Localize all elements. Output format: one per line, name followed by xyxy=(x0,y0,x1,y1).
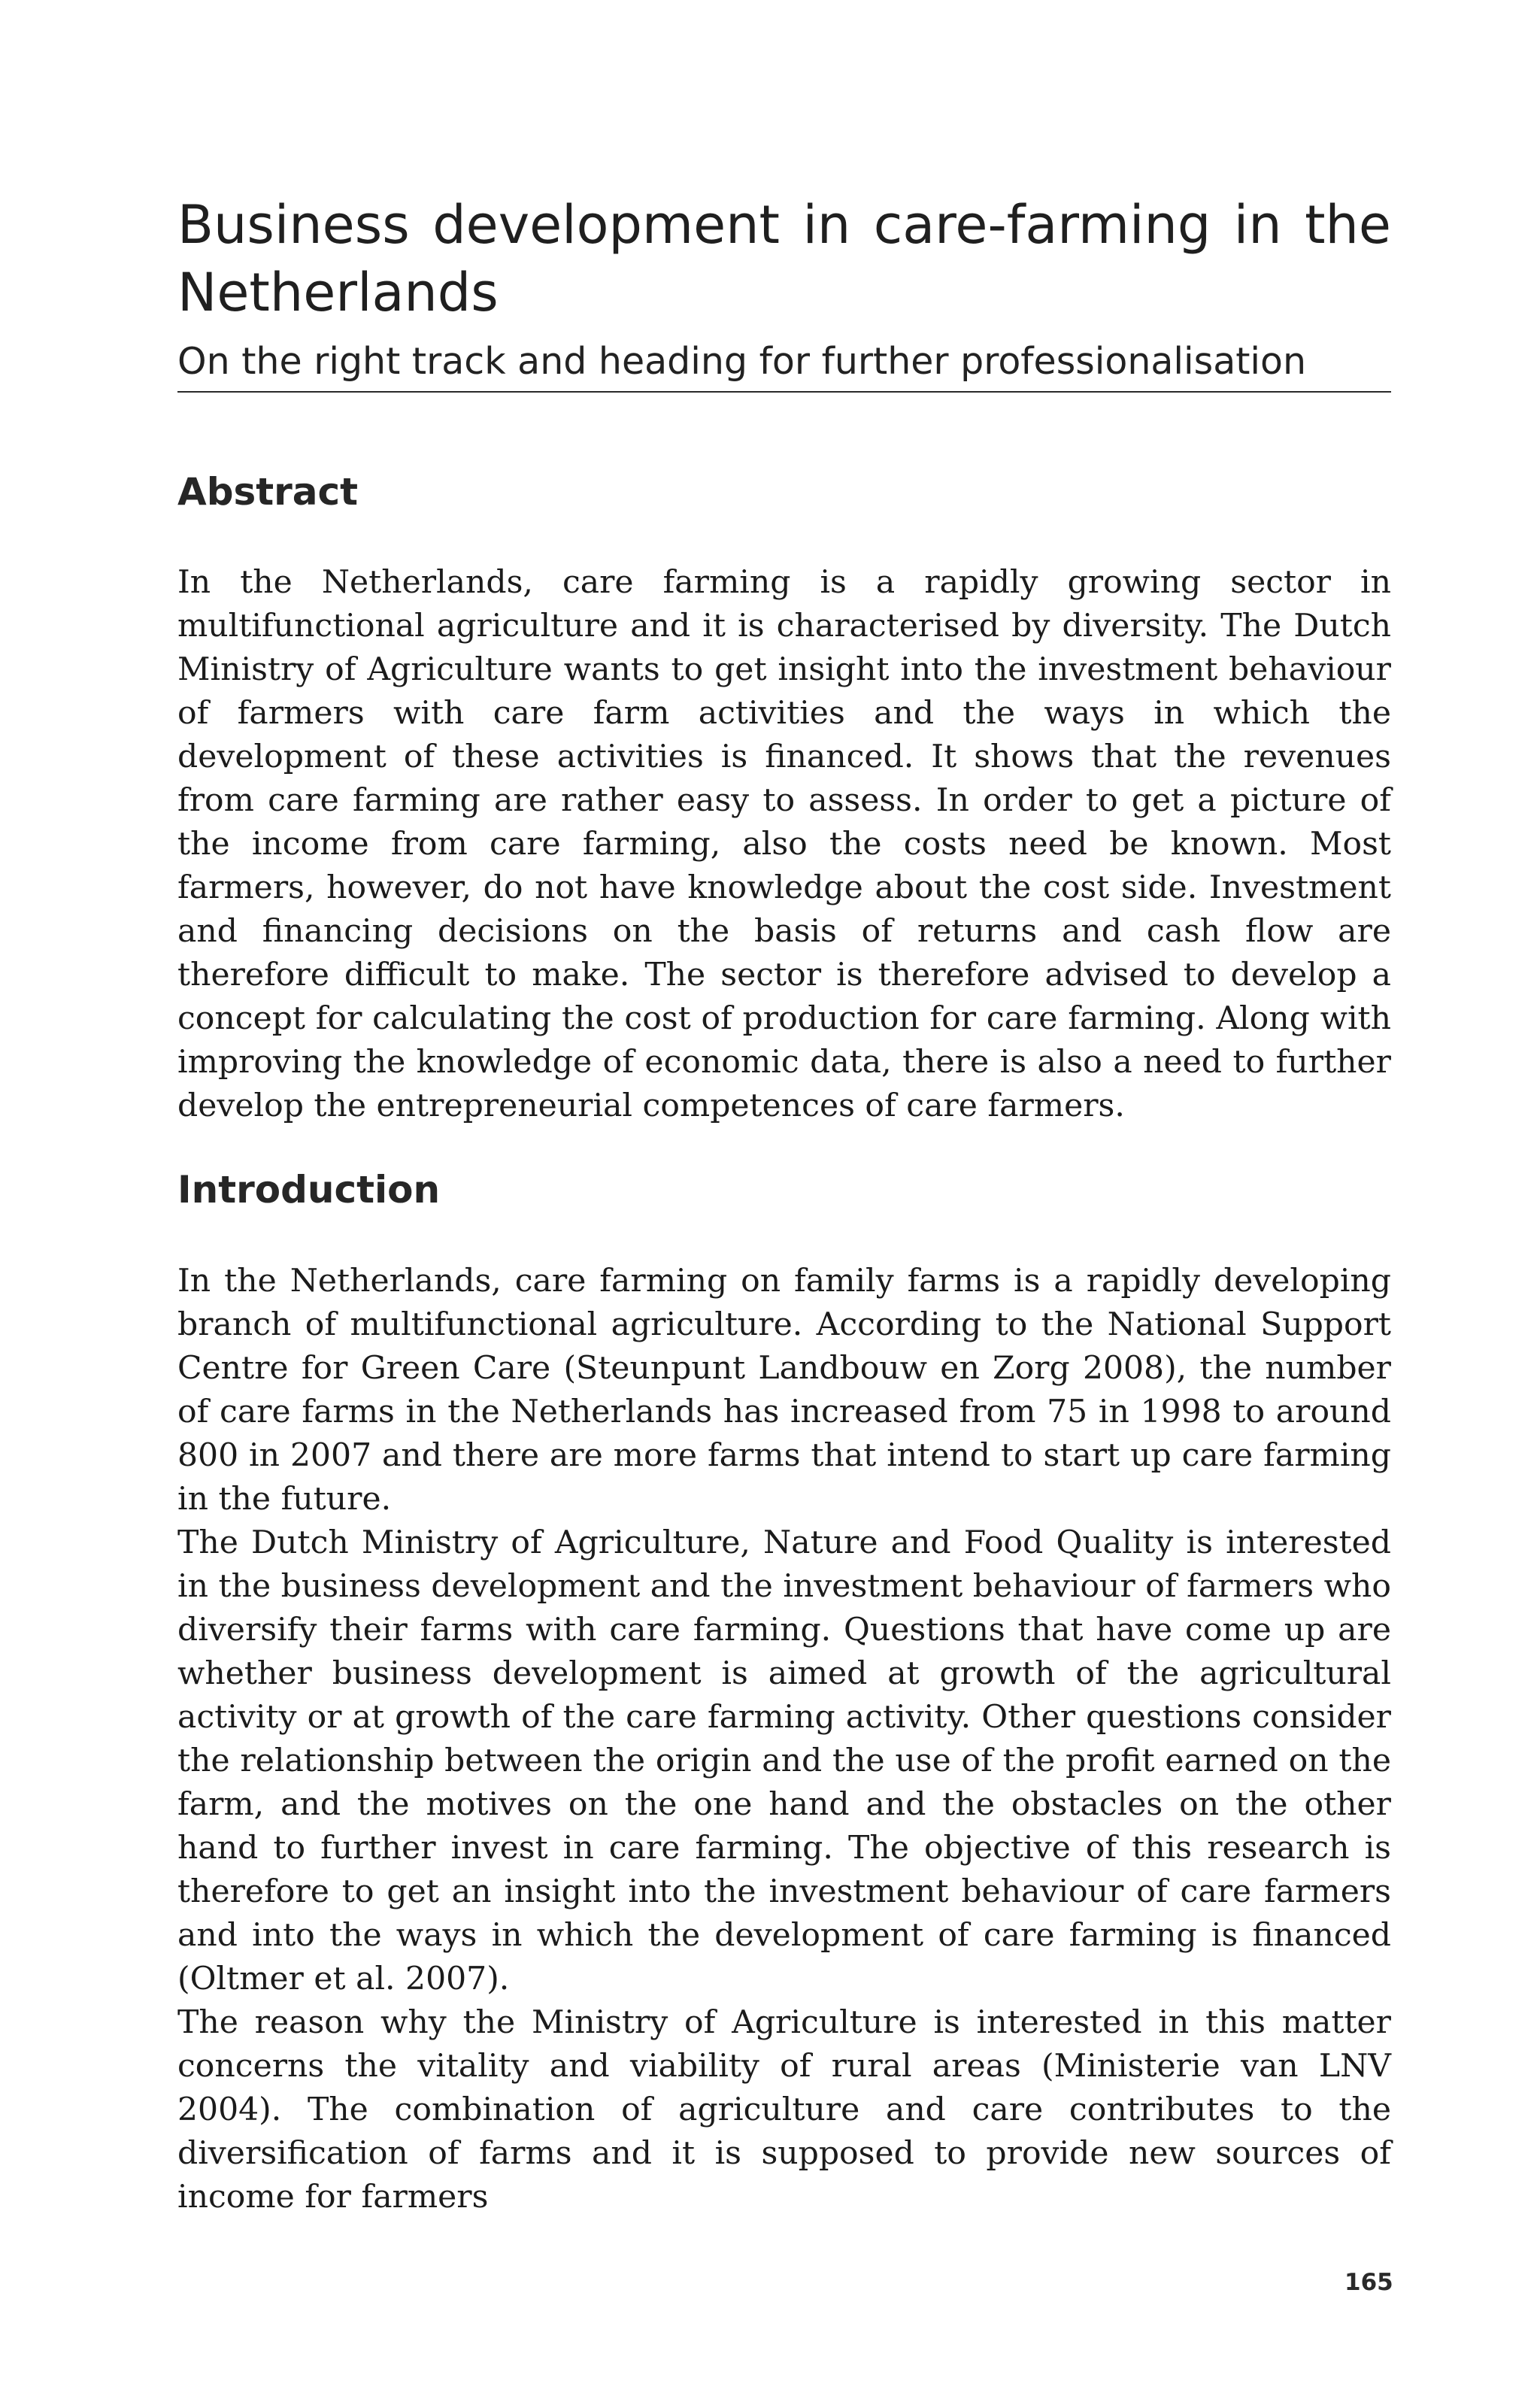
page-number: 165 xyxy=(1344,2269,1393,2296)
paper-title: Business development in care-farming in the Netherlands xyxy=(177,194,1391,323)
introduction-body xyxy=(177,1260,1391,2219)
introduction-paragraph: The reason why the Ministry of Agriculture is interested in this matter concerns the vitality and viability of rural areas (Ministerie van LNV 2004). The combination of agriculture and care contributes to the diversification of farms and it is supposed to provide new sources of income for farmers xyxy=(177,2004,1391,2216)
paper-subtitle: On the right track and heading for further professionalisation xyxy=(177,340,1307,383)
abstract-text: In the Netherlands, care farming is a rapidly growing sector in multifunctional agriculture and it is characterised by diversity. The Dutch Ministry of Agriculture wants to get insight into the investment behaviour of farmers with care farm activities and the ways in which the development of these activities is financed. It shows that the revenues from care farming are rather easy to assess. In order to get a picture of the income from care farming, also the costs need be known. Most farmers, however, do not have knowledge about the cost side. Investment and financing decisions on the basis of returns and cash flow are therefore difficult to make. The sector is therefore advised to develop a concept for calculating the cost of production for care farming. Along with improving the knowledge of economic data, there is also a need to further develop the entrepreneurial competences of care farmers. xyxy=(177,564,1391,1124)
title-divider xyxy=(177,391,1391,393)
introduction-heading: Introduction xyxy=(177,1168,441,1212)
introduction-paragraph: In the Netherlands, care farming on family farms is a rapidly developing branch of multifunctional agriculture. According to the National Support Centre for Green Care (Steunpunt Landbouw en Zorg 2008), the number of care farms in the Netherlands has increased from 75 in 1998 to around 800 in 2007 and there are more farms that intend to start up care farming in the future. xyxy=(177,1263,1391,1518)
abstract-heading: Abstract xyxy=(177,470,359,514)
introduction-paragraph: The Dutch Ministry of Agriculture, Nature and Food Quality is interested in the business development and the investment behaviour of farmers who diversify their farms with care farming. Questions that have come up are whether business development is aimed at growth of the agricultural activity or at growth of the care farming activity. Other questions consider the relationship between the origin and the use of the profit earned on the farm, and the motives on the one hand and the obstacles on the other hand to further invest in care farming. The objective of this research is therefore to get an insight into the investment behaviour of care farmers and into the ways in which the development of care farming is financed (Oltmer et al. 2007). xyxy=(177,1524,1391,1997)
